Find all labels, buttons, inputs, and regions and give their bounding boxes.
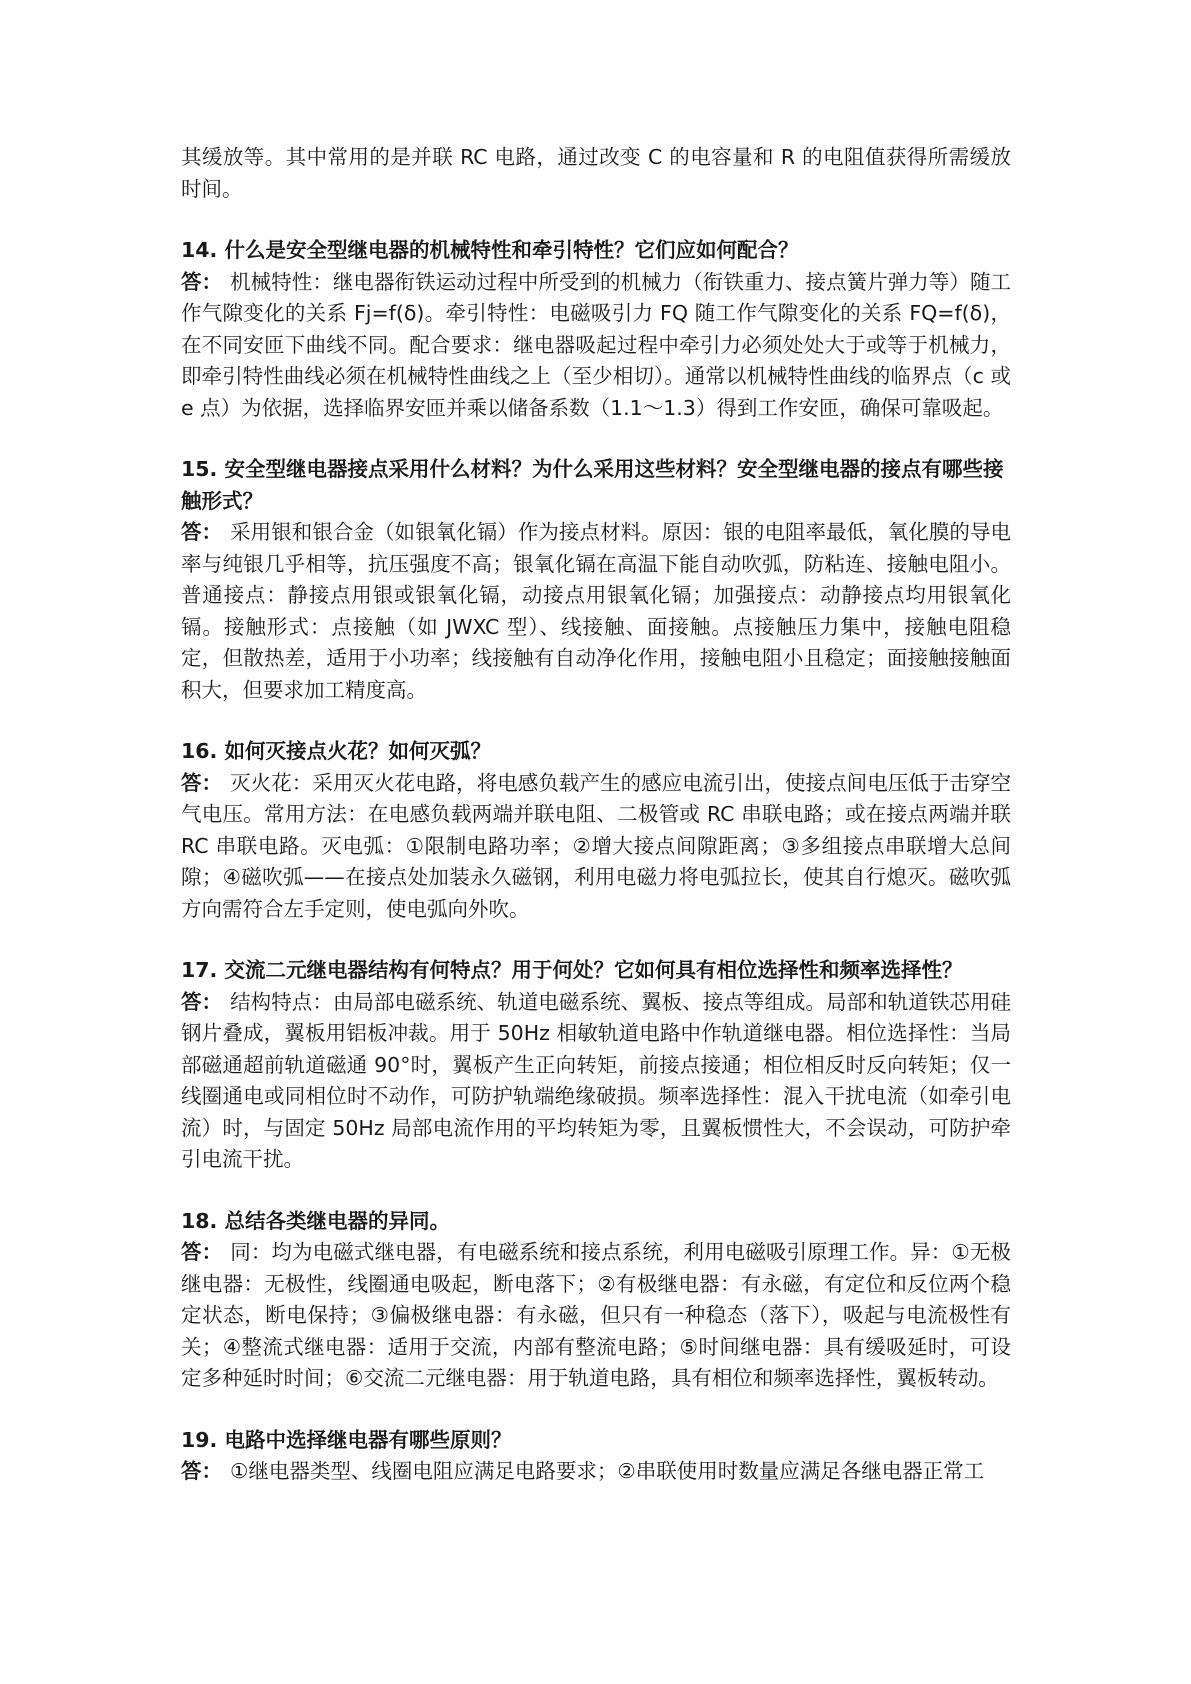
qa-item-16 [181, 736, 1011, 925]
answer-text: 采用银和银合金（如银氧化镉）作为接点材料。原因：银的电阻率最低，氧化膜的导电率与纯银几乎相等，抗压强度不高；银氧化镉在高温下能自动吹弧，防粘连、接触电阻小。普通接点：静接点用银或银氧化镉，动接点用银氧化镉；加强接点：动静接点均用银氧化镉。接触形式：点接触（如 JWXC 型）、线接触、面接触。点接触压力集中，接触电阻稳定，但散热差，适用于小功率；线接触有自动净化作用，接触电阻小且稳定；面接触接触面积大，但要求加工精度高。 [181, 520, 1012, 702]
answer-14 [181, 267, 1011, 425]
question-16: 16. 如何灭接点火花？如何灭弧？ [181, 739, 491, 763]
intro-paragraph: 其缓放等。其中常用的是并联 RC 电路，通过改变 C 的电容量和 R 的电阻值获得所需缓放时间。 [181, 145, 1011, 201]
answer-16 [181, 768, 1011, 926]
answer-label: 答： [181, 1459, 222, 1483]
answer-text: 机械特性：继电器衔铁运动过程中所受到的机械力（衔铁重力、接点簧片弹力等）随工作气隙变化的关系 Fj=f(δ)。牵引特性：电磁吸引力 FQ 随工作气隙变化的关系 FQ=f(δ)，在不同安匝下曲线不同。配合要求：继电器吸起过程中牵引力必须处处大于或等于机械力，即牵引特性曲线必须在机械特性曲线之上（至少相切）。通常以机械特性曲线的临界点（c 或 e 点）为依据，选择临界安匝并乘以储备系数（1.1～1.3）得到工作安匝，确保可靠吸起。 [181, 269, 1012, 420]
answer-text: 同：均为电磁式继电器，有电磁系统和接点系统，利用电磁吸引原理工作。异：①无极继电器：无极性，线圈通电吸起，断电落下；②有极继电器：有永磁，有定位和反位两个稳定状态，断电保持；③偏极继电器：有永磁，但只有一种稳态（落下），吸起与电流极性有关；④整流式继电器：适用于交流，内部有整流电路；⑤时间继电器：具有缓吸延时，可设定多种延时时间；⑥交流二元继电器：用于轨道电路，具有相位和频率选择性，翼板转动。 [181, 1240, 1011, 1390]
answer-text: 灭火花：采用灭火花电路，将电感负载产生的感应电流引出，使接点间电压低于击穿空气电压。常用方法：在电感负载两端并联电阻、二极管或 RC 串联电路；或在接点两端并联 RC 串联电路。灭电弧：①限制电路功率；②增大接点间隙距离；③多组接点串联增大总间隙；④磁吹弧——在接点处加装永久磁钢，利用电磁力将电弧拉长，使其自行熄灭。磁吹弧方向需符合左手定则，使电弧向外吹。 [181, 770, 1012, 921]
qa-item-14 [181, 235, 1011, 424]
answer-text: ①继电器类型、线圈电阻应满足电路要求；②串联使用时数量应满足各继电器正常工 [230, 1459, 985, 1483]
answer-text: 结构特点：由局部电磁系统、轨道电磁系统、翼板、接点等组成。局部和轨道铁芯用硅钢片叠成，翼板用铝板冲裁。用于 50Hz 相敏轨道电路中作轨道继电器。相位选择性：当局部磁通超前轨道磁通 90°时，翼板产生正向转矩，前接点接通；相位相反时反向转矩；仅一线圈通电或同相位时不动作，可防护轨端绝缘破损。频率选择性：混入干扰电流（如牵引电流）时，与固定 50Hz 局部电流作用的平均转矩为零，且翼板惯性大，不会误动，可防护牵引电流干扰。 [181, 989, 1012, 1171]
qa-item-17 [181, 955, 1011, 1176]
answer-15 [181, 517, 1011, 706]
answer-label: 答： [181, 770, 223, 795]
answer-17 [181, 987, 1011, 1176]
question-19: 19. 电路中选择继电器有哪些原则？ [181, 1427, 512, 1452]
question-17: 17. 交流二元继电器结构有何特点？用于何处？它如何具有相位选择性和频率选择性？ [181, 958, 963, 982]
qa-item-15 [181, 454, 1011, 706]
answer-label: 答： [181, 989, 223, 1014]
answer-18 [181, 1237, 1011, 1395]
answer-label: 答： [181, 269, 223, 294]
answer-label: 答： [181, 1240, 223, 1264]
question-14: 14. 什么是安全型继电器的机械特性和牵引特性？它们应如何配合？ [181, 238, 799, 262]
qa-item-19 [181, 1425, 1011, 1488]
answer-label: 答： [181, 520, 223, 544]
answer-19 [181, 1456, 1011, 1488]
question-15: 15. 安全型继电器接点采用什么材料？为什么采用这些材料？安全型继电器的接点有哪些接触形式？ [181, 457, 1004, 513]
question-18: 18. 总结各类继电器的异同。 [181, 1208, 450, 1233]
qa-item-18 [181, 1206, 1011, 1395]
